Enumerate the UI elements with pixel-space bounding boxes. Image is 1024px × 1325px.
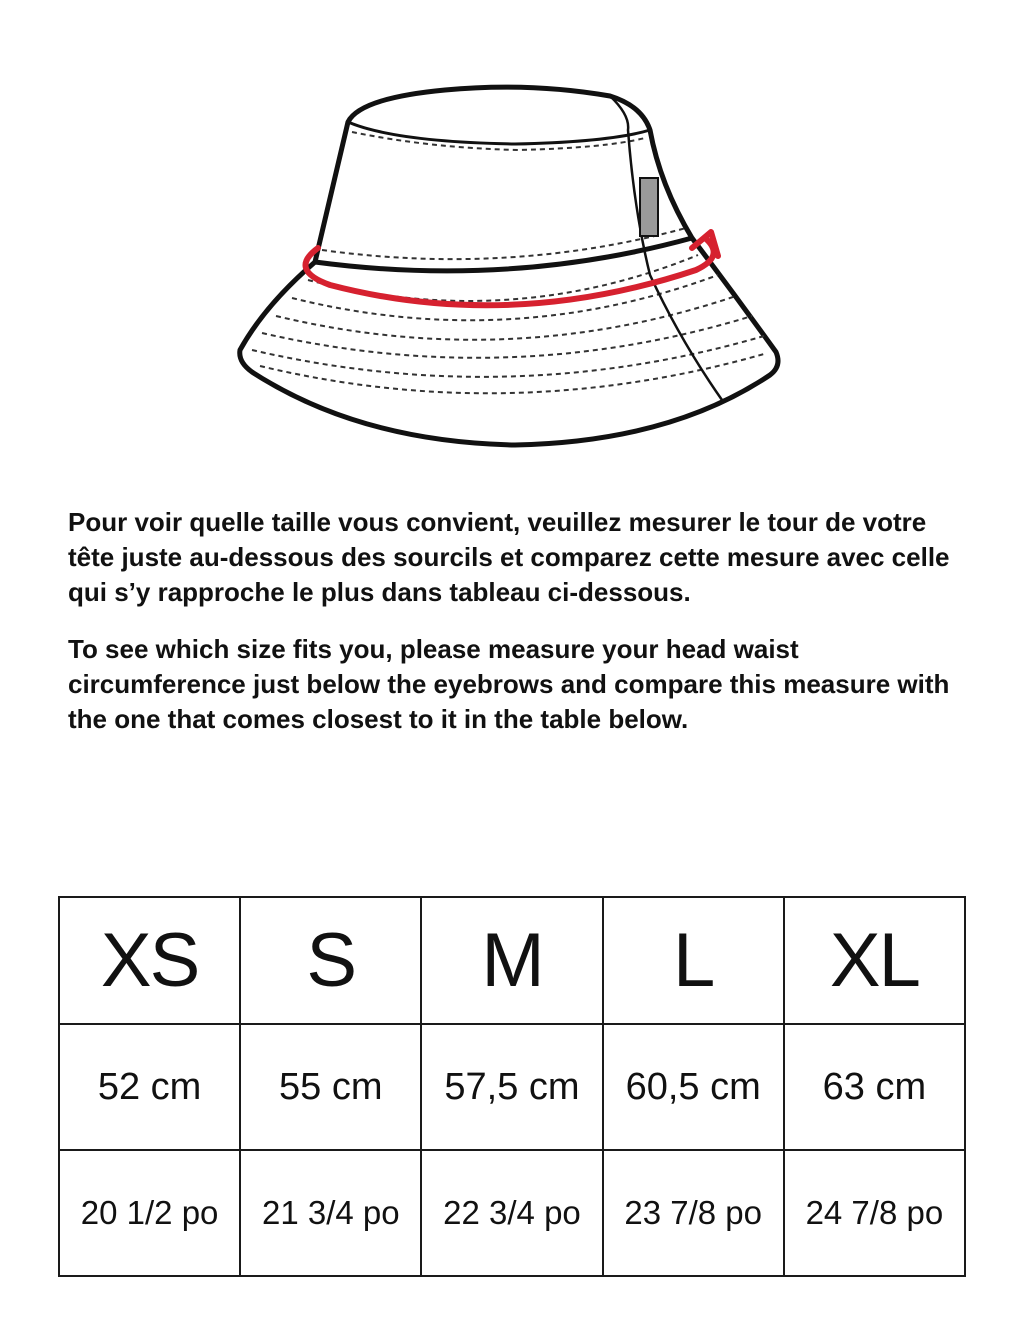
- cm-cell-xs: 52 cm: [59, 1024, 240, 1150]
- cm-cell-m: 57,5 cm: [421, 1024, 602, 1150]
- instructions-english: To see which size fits you, please measure your head waist circumference just below the eyebrows and compare this measure with the one that comes closest to it in the table below.: [68, 634, 950, 734]
- inch-row: [59, 1150, 965, 1276]
- cm-cell-xl: 63 cm: [784, 1024, 965, 1150]
- instructions-french: Pour voir quelle taille vous convient, veuillez mesurer le tour de votre tête juste au-dessous des sourcils et comparez cette mesure avec celle qui s’y rapproche le plus dans tableau ci-dessous.: [68, 507, 950, 607]
- size-cell-l: L: [603, 897, 784, 1024]
- size-cell-s: S: [240, 897, 421, 1024]
- measurement-instructions: [68, 505, 968, 737]
- cm-cell-l: 60,5 cm: [603, 1024, 784, 1150]
- size-chart-table: [58, 896, 966, 1277]
- size-cell-m: M: [421, 897, 602, 1024]
- cm-cell-s: 55 cm: [240, 1024, 421, 1150]
- inch-cell-xl: 24 7/8 po: [784, 1150, 965, 1276]
- bucket-hat-measurement-icon: [230, 70, 790, 455]
- inch-cell-m: 22 3/4 po: [421, 1150, 602, 1276]
- size-cell-xl: XL: [784, 897, 965, 1024]
- centimeter-row: [59, 1024, 965, 1150]
- size-cell-xs: XS: [59, 897, 240, 1024]
- hat-label-tag: [640, 178, 658, 236]
- inch-cell-s: 21 3/4 po: [240, 1150, 421, 1276]
- size-row: [59, 897, 965, 1024]
- inch-cell-xs: 20 1/2 po: [59, 1150, 240, 1276]
- hat-crown: [315, 87, 692, 271]
- inch-cell-l: 23 7/8 po: [603, 1150, 784, 1276]
- bucket-hat-illustration: [230, 70, 790, 455]
